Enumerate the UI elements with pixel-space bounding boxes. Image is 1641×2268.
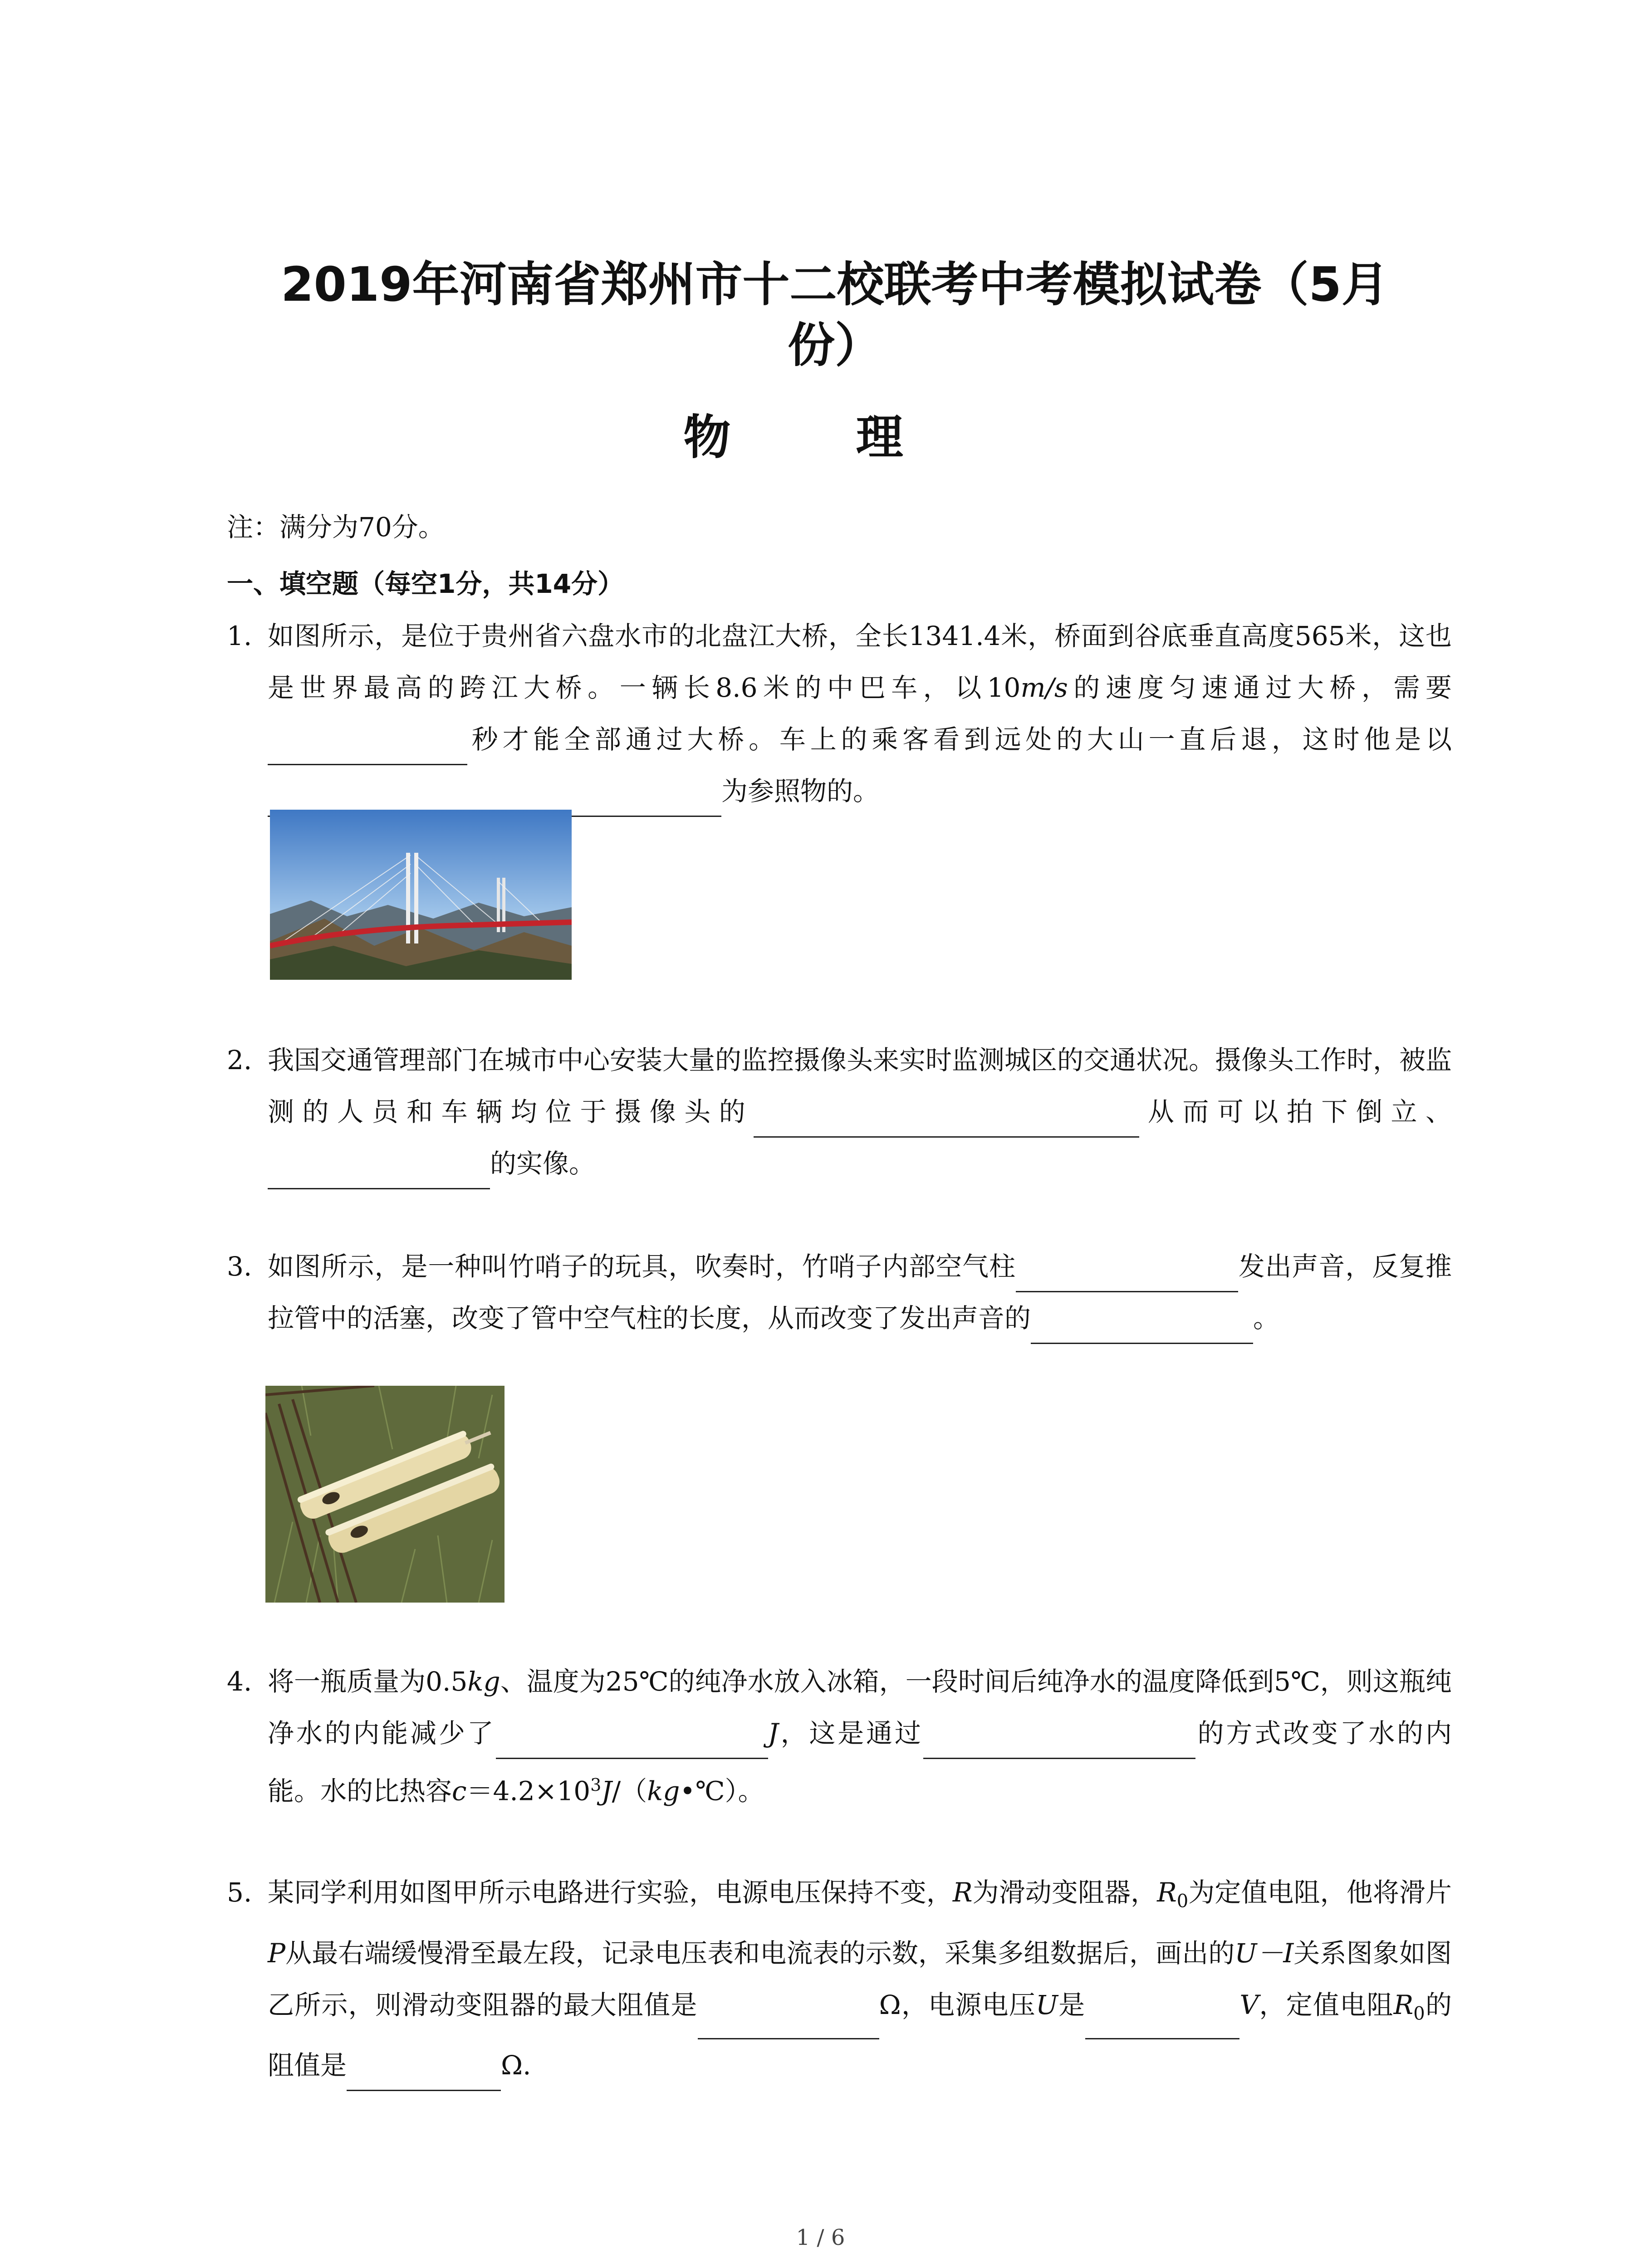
answer-blank[interactable] xyxy=(698,2006,879,2039)
answer-blank[interactable] xyxy=(754,1105,1139,1138)
question-number: 5. xyxy=(227,1877,252,1908)
bamboo-whistle-photo xyxy=(265,1386,505,1603)
answer-blank[interactable] xyxy=(1140,1311,1253,1344)
question-number: 4. xyxy=(227,1666,252,1697)
bridge-photo xyxy=(270,810,572,980)
answer-blank[interactable] xyxy=(923,1726,1073,1759)
question-text: 某同学利用如图甲所示电路进行实验，电源电压保持不变，R为滑动变阻器，$R_0$为定值电阻，他将滑片P从最右端缓慢滑至最左段，记录电压表和电流表的示数，采集多组数据后，画出的U－I关系图象如图乙所示，则滑动变阻器的最大阻值是 Ω，电源电压U是 V，定值电阻$R_0$的阻值是 Ω. xyxy=(268,1867,1452,2091)
question-4 xyxy=(227,1656,1452,1817)
section-heading-fill-in: 一、填空题（每空1分，共14分） xyxy=(227,568,624,599)
answer-blank[interactable] xyxy=(1016,1259,1238,1292)
question-number: 2. xyxy=(227,1045,252,1075)
subject-heading: 物 理 xyxy=(683,410,958,465)
question-5 xyxy=(227,1867,1452,2091)
question-number: 3. xyxy=(227,1251,252,1282)
page-number: 1 / 6 xyxy=(796,2225,845,2250)
exam-title: 2019年河南省郑州市十二校联考中考模拟试卷（5月份） xyxy=(281,257,1389,373)
answer-blank[interactable] xyxy=(347,2058,501,2091)
question-text: 我国交通管理部门在城市中心安装大量的监控摄像头来实时监测城区的交通状况。摄像头工作时，被监测的人员和车辆均位于摄像头的 从而可以拍下倒立、的实像。 xyxy=(268,1034,1452,1189)
answer-blank[interactable] xyxy=(1031,1311,1140,1344)
question-text: 如图所示，是一种叫竹哨子的玩具，吹奏时，竹哨子内部空气柱 发出声音，反复推拉管中的活塞，改变了管中空气柱的长度，从而改变了发出声音的 。 xyxy=(268,1241,1452,1344)
answer-blank[interactable] xyxy=(1085,2006,1239,2039)
question-number: 1. xyxy=(227,621,252,651)
answer-blank[interactable] xyxy=(496,1726,768,1759)
question-3 xyxy=(227,1241,1452,1344)
question-1 xyxy=(227,610,1452,817)
answer-blank[interactable] xyxy=(1073,1726,1195,1759)
question-2 xyxy=(227,1034,1452,1189)
answer-blank[interactable] xyxy=(268,732,467,765)
question-text: 将一瓶质量为0.5kg、温度为25℃的纯净水放入冰箱，一段时间后纯净水的温度降低到5℃，则这瓶纯净水的内能减少了 J，这是通过 的方式改变了水的内能。水的比热容$c=4.2\times 10^3J/(kg•℃)$。 xyxy=(268,1666,1452,1807)
question-text: 如图所示，是位于贵州省六盘水市的北盘江大桥，全长1341.4米，桥面到谷底垂直高度565米，这也是世界最高的跨江大桥。一辆长8.6米的中巴车，以10m/s的速度匀速通过大桥，需要秒才能全部通过大桥。车上的乘客看到远处的大山一直后退，这时他是以为参照物的。 xyxy=(268,610,1452,817)
answer-blank[interactable] xyxy=(268,1156,490,1189)
score-note: 注：满分为70分。 xyxy=(227,512,445,543)
